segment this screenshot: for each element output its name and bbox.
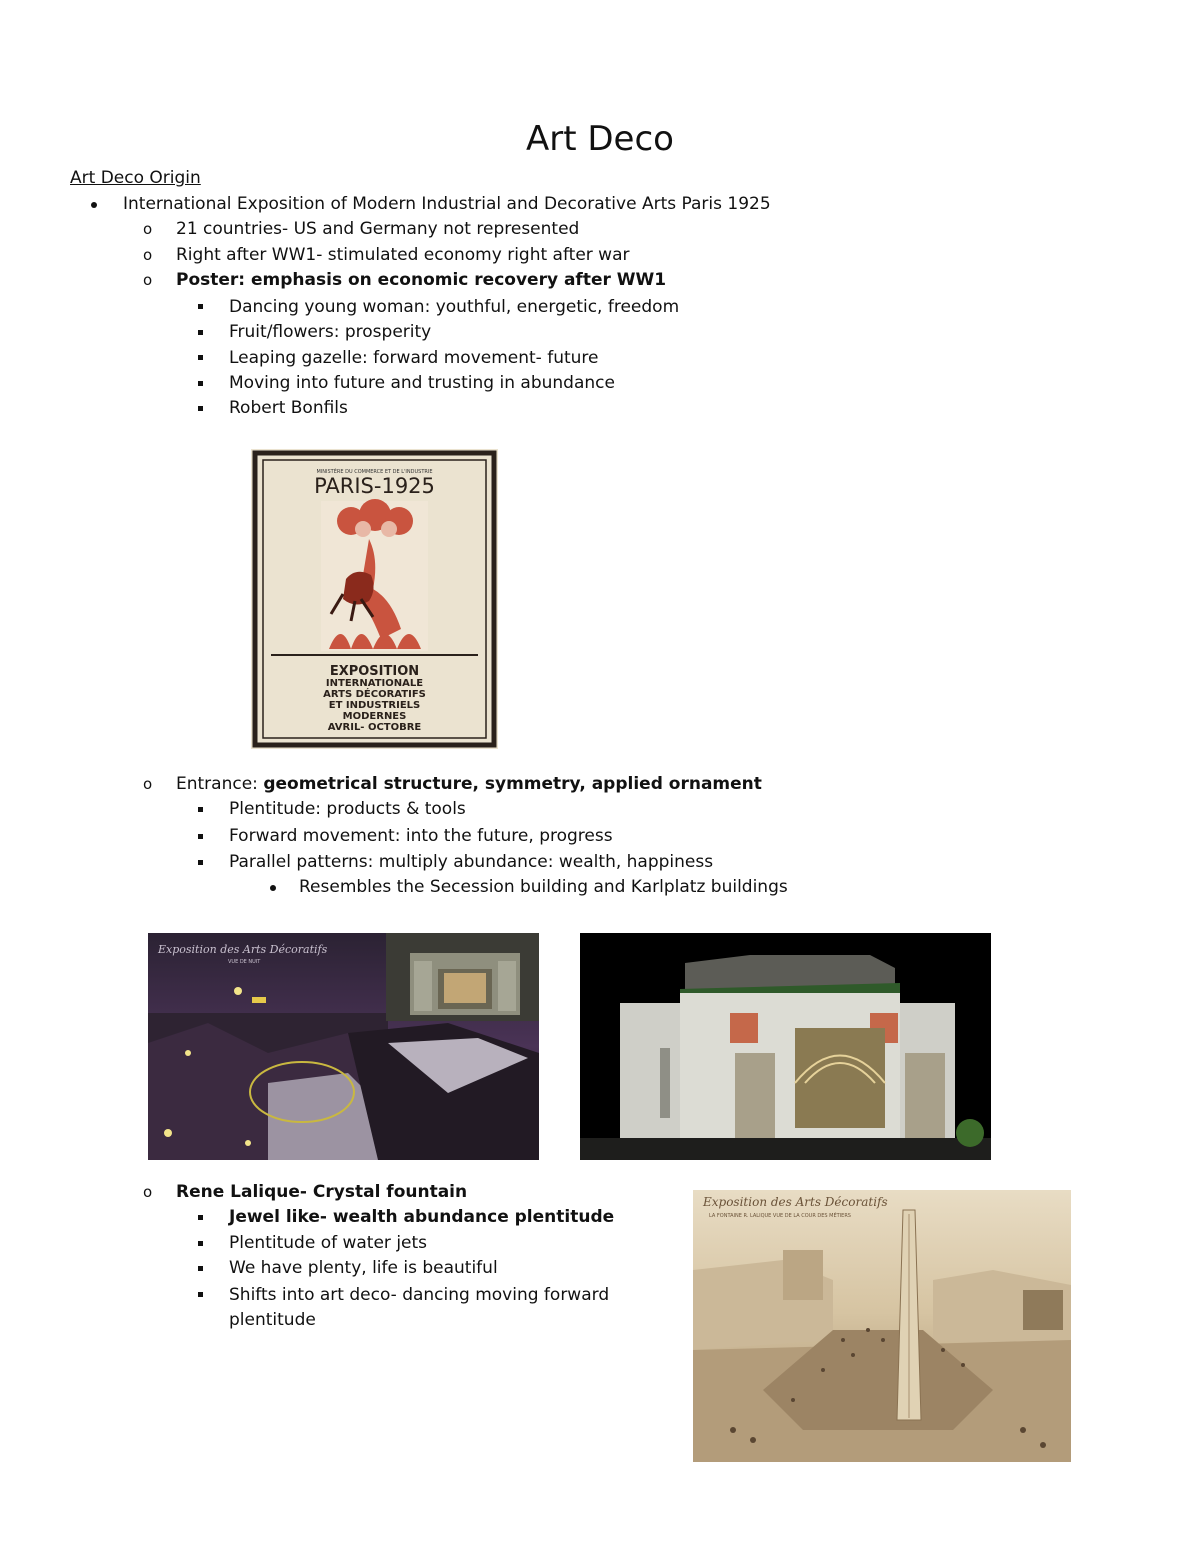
list-item-parallel: Parallel patterns: multiply abundance: wealth, happiness	[229, 852, 714, 872]
section-heading: Art Deco Origin	[70, 168, 201, 188]
bullet-square	[198, 381, 203, 386]
list-item-moving: Moving into future and trusting in abundance	[229, 373, 615, 393]
fountain-photo-subcaption: LA FONTAINE R. LALIQUE VUE DE LA COUR DES MÉTIERS	[709, 1213, 851, 1219]
page-title: Art Deco	[526, 119, 674, 159]
bullet-square	[198, 355, 203, 360]
bullet-circle: o	[143, 271, 153, 289]
list-item-expo: International Exposition of Modern Industrial and Decorative Arts Paris 1925	[123, 194, 771, 214]
lalique-fountain-photo	[693, 1190, 1071, 1462]
poster-line-2: INTERNATIONALE	[325, 678, 424, 689]
poster-line-5: MODERNES	[342, 711, 407, 722]
list-item-jets: Plentitude of water jets	[229, 1233, 428, 1253]
bullet-disc	[91, 202, 97, 208]
bullet-square	[198, 834, 203, 839]
pavilion-entrance-photo	[580, 933, 991, 1160]
poster-line-1: EXPOSITION	[329, 664, 420, 679]
bullet-square	[198, 1266, 203, 1271]
bullet-square	[198, 860, 203, 865]
list-item-bonfils: Robert Bonfils	[229, 398, 348, 418]
bullet-circle: o	[143, 775, 153, 793]
entrance-emphasis: geometrical structure, symmetry, applied ornament	[263, 774, 762, 794]
bullet-circle: o	[143, 1183, 153, 1201]
bullet-dot	[270, 885, 276, 891]
list-item-secession: Resembles the Secession building and Karlplatz buildings	[299, 877, 788, 897]
list-item-entrance	[176, 773, 762, 795]
poster-ministry: MINISTÈRE DU COMMERCE ET DE L'INDUSTRIE	[316, 469, 433, 475]
bullet-circle: o	[143, 220, 153, 238]
bullet-square	[198, 406, 203, 411]
bullet-square	[198, 1241, 203, 1246]
bullet-square	[198, 807, 203, 812]
poster-line-4: ET INDUSTRIELS	[328, 700, 421, 711]
poster-line-6: AVRIL- OCTOBRE	[327, 722, 422, 733]
list-item-jewel: Jewel like- wealth abundance plentitude	[229, 1207, 615, 1227]
list-item-gazelle: Leaping gazelle: forward movement- future	[229, 348, 599, 368]
poster-illustration	[321, 499, 428, 651]
list-item-countries: 21 countries- US and Germany not represented	[176, 219, 580, 239]
fountain-photo-caption: Exposition des Arts Décoratifs	[703, 1195, 888, 1209]
night-photo-caption: Exposition des Arts Décoratifs	[158, 943, 328, 956]
paris-1925-poster	[251, 449, 498, 749]
bullet-square	[198, 330, 203, 335]
poster-headline: PARIS-1925	[314, 474, 435, 498]
bullet-square	[198, 1292, 203, 1297]
list-item-fruit: Fruit/flowers: prosperity	[229, 322, 432, 342]
list-item-poster: Poster: emphasis on economic recovery after WW1	[176, 270, 667, 290]
list-item-shifts: Shifts into art deco- dancing moving forward	[229, 1285, 610, 1305]
list-item-ww1: Right after WW1- stimulated economy right after war	[176, 245, 630, 265]
list-item-forward: Forward movement: into the future, progress	[229, 826, 613, 846]
list-item-shifts-cont: plentitude	[229, 1310, 316, 1330]
bullet-square	[198, 1215, 203, 1220]
list-item-dancing: Dancing young woman: youthful, energetic, freedom	[229, 297, 680, 317]
list-item-plentitude: Plentitude: products & tools	[229, 799, 466, 819]
list-item-plenty: We have plenty, life is beautiful	[229, 1258, 498, 1278]
night-exposition-photo	[148, 933, 539, 1160]
night-photo-subcaption: VUE DE NUIT	[228, 959, 261, 965]
poster-line-3: ARTS DÉCORATIFS	[323, 689, 426, 700]
bullet-square	[198, 304, 203, 309]
entrance-lead: Entrance:	[176, 774, 264, 794]
bullet-circle: o	[143, 246, 153, 264]
list-item-lalique: Rene Lalique- Crystal fountain	[176, 1182, 468, 1202]
